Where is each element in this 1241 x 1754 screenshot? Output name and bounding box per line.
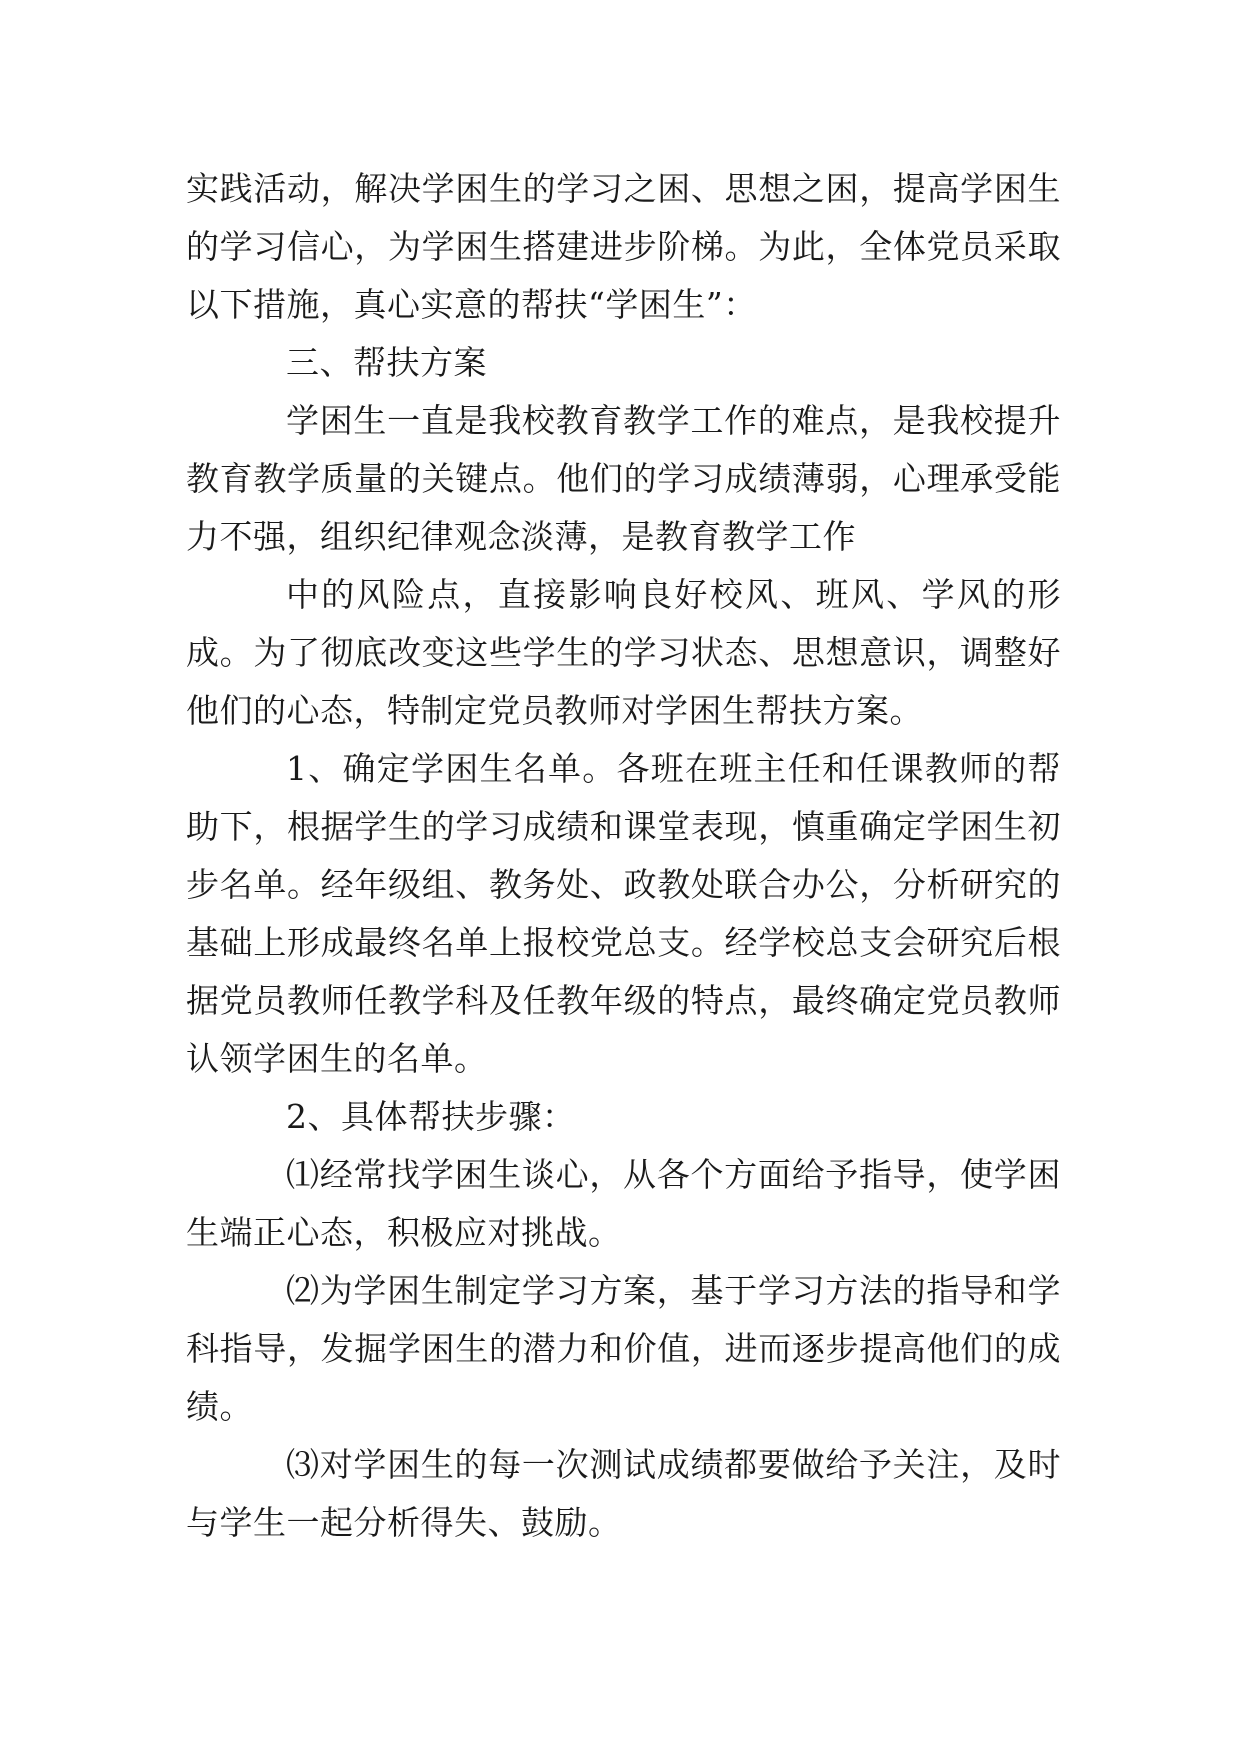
paragraph-step-2-heading: 2、具体帮扶步骤： [286,1097,576,1136]
paragraph-step-1-list: 1、确定学困生名单。各班在班主任和任课教师的帮助下，根据学生的学习成绩和课堂表现，慎重确定学困生初步名单。经年级组、教务处、政教处联合办公，分析研究的基础上形成最终名单上报校党总支。经学校总支会研究后根据党员教师任教学科及任教年级的特点，最终确定党员教师认领学困生的名单。 [186,749,1061,1078]
paragraph-measure-1: ⑴经常找学困生谈心，从各个方面给予指导，使学困生端正心态，积极应对挑战。 [186,1155,1061,1252]
paragraph-intro-continued: 实践活动，解决学困生的学习之困、思想之困，提高学困生的学习信心，为学困生搭建进步阶梯。为此，全体党员采取以下措施，真心实意的帮扶“学困生”： [186,169,1061,324]
paragraph-measure-2: ⑵为学困生制定学习方案，基于学习方法的指导和学科指导，发掘学困生的潜力和价值，进而逐步提高他们的成绩。 [186,1271,1061,1426]
section-heading-assistance-plan: 三、帮扶方案 [286,343,487,382]
paragraph-purpose: 中的风险点，直接影响良好校风、班风、学风的形成。为了彻底改变这些学生的学习状态、思想意识，调整好他们的心态，特制定党员教师对学困生帮扶方案。 [186,575,1061,730]
paragraph-measure-3: ⑶对学困生的每一次测试成绩都要做给予关注，及时与学生一起分析得失、鼓励。 [186,1445,1061,1542]
document-body [186,160,1061,1552]
paragraph-background: 学困生一直是我校教育教学工作的难点，是我校提升教育教学质量的关键点。他们的学习成绩薄弱，心理承受能力不强，组织纪律观念淡薄，是教育教学工作 [186,401,1061,556]
